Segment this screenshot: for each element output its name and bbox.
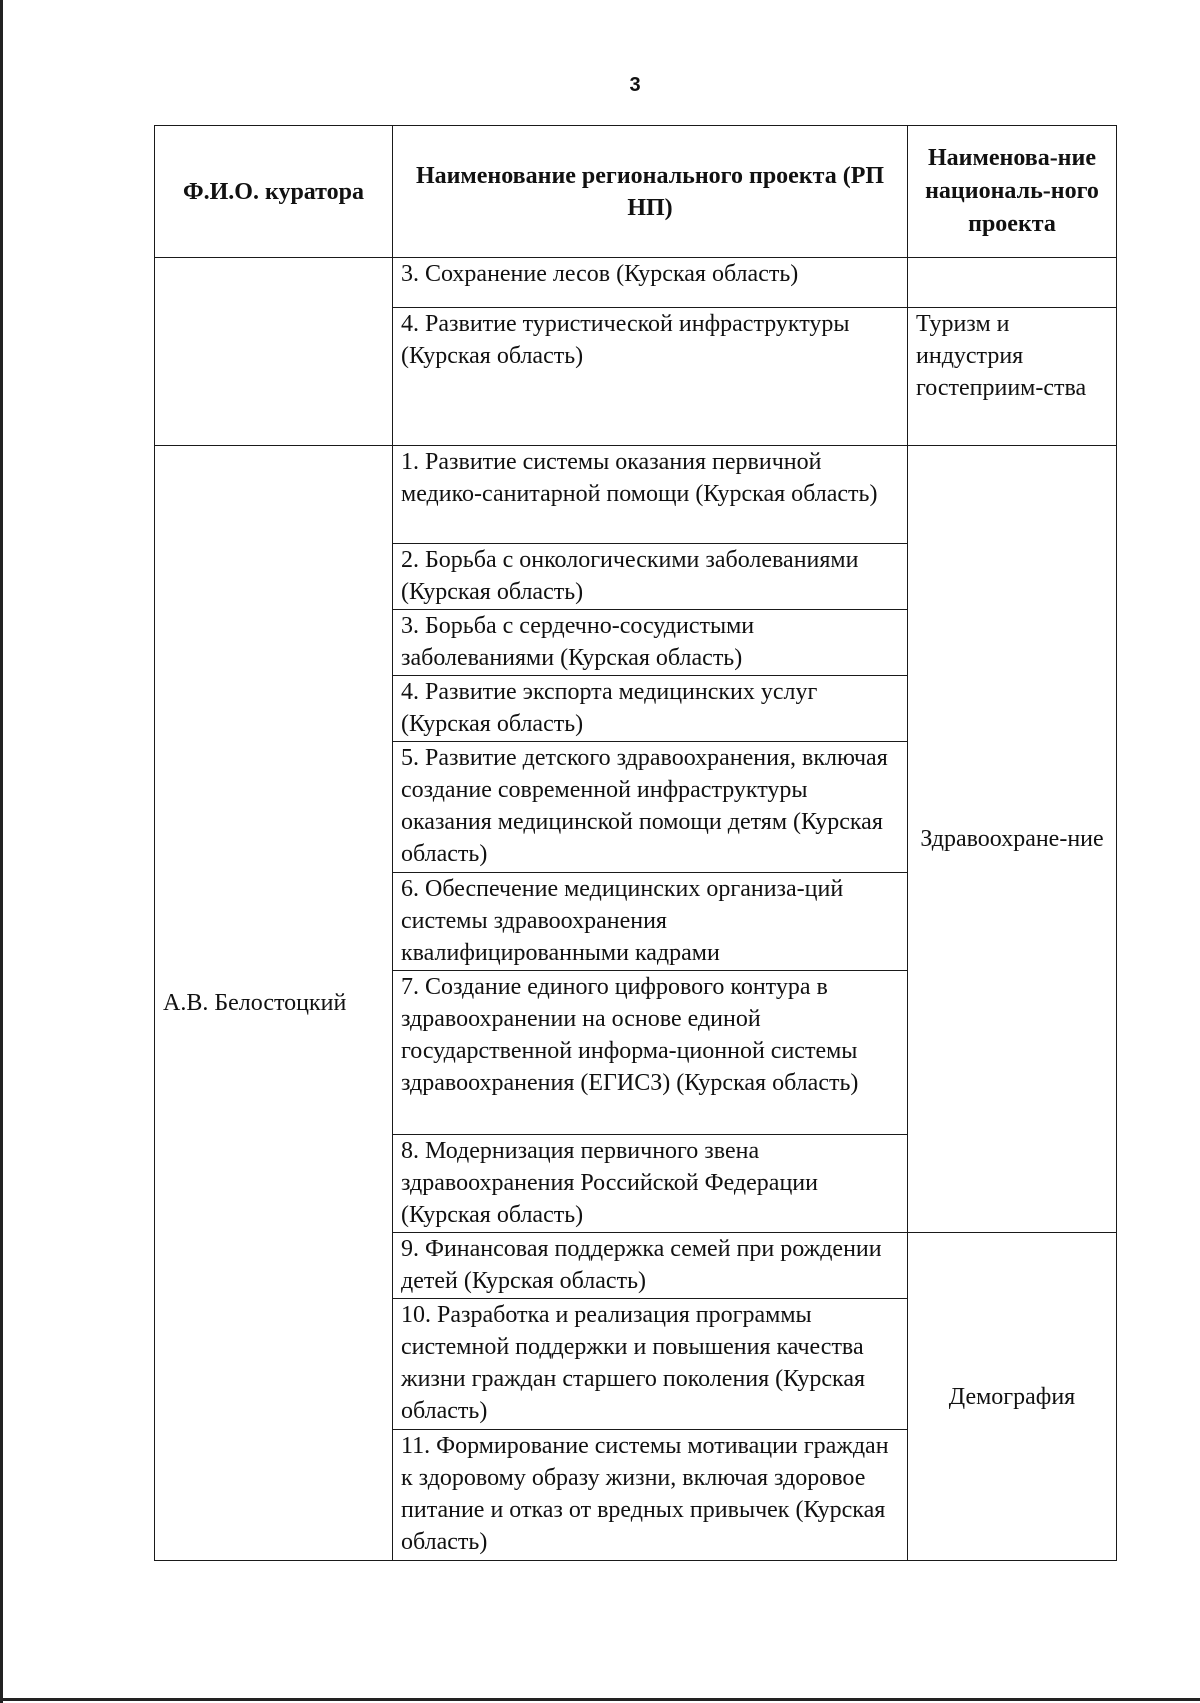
national-cell: Туризм и индустрия гостеприим-ства — [908, 308, 1117, 446]
project-cell: 2. Борьба с онкологическими заболеваниями (Курская область) — [393, 544, 908, 610]
table-row — [155, 258, 1117, 308]
project-cell: 9. Финансовая поддержка семей при рождении детей (Курская область) — [393, 1233, 908, 1299]
curator-cell-empty — [155, 258, 393, 446]
national-cell — [908, 258, 1117, 308]
table-header-row — [155, 126, 1117, 258]
scan-edge-left — [0, 0, 3, 1703]
national-project-health: Здравоохране-ние — [908, 446, 1117, 1233]
project-cell: 11. Формирование системы мотивации граждан к здоровому образу жизни, включая здоровое питание и отказ от вредных привычек (Курская область) — [393, 1430, 908, 1561]
project-cell: 6. Обеспечение медицинских организа-ций системы здравоохранения квалифицированными кадрами — [393, 873, 908, 971]
project-cell: 3. Борьба с сердечно-сосудистыми заболеваниями (Курская область) — [393, 610, 908, 676]
project-cell: 5. Развитие детского здравоохранения, включая создание современной инфраструктуры оказания медицинской помощи детям (Курская область) — [393, 742, 908, 873]
scan-edge-bottom — [0, 1698, 1200, 1701]
header-curator-name: Ф.И.О. куратора — [155, 126, 393, 258]
project-cell: 10. Разработка и реализация программы системной поддержки и повышения качества жизни граждан старшего поколения (Курская область) — [393, 1299, 908, 1430]
table-row — [155, 446, 1117, 544]
header-regional-project: Наименование регионального проекта (РП НП) — [393, 126, 908, 258]
project-cell: 7. Создание единого цифрового контура в здравоохранении на основе единой государственной информа-ционной системы здравоохранения (ЕГИСЗ) (Курская область) — [393, 971, 908, 1135]
project-cell: 3. Сохранение лесов (Курская область) — [393, 258, 908, 308]
project-cell: 1. Развитие системы оказания первичной медико-санитарной помощи (Курская область) — [393, 446, 908, 544]
page-number: 3 — [629, 74, 641, 96]
project-cell: 4. Развитие экспорта медицинских услуг (Курская область) — [393, 676, 908, 742]
curator-name-cell: А.В. Белостоцкий — [155, 446, 393, 1561]
project-cell: 8. Модернизация первичного звена здравоохранения Российской Федерации (Курская область) — [393, 1135, 908, 1233]
national-project-demography: Демография — [908, 1233, 1117, 1561]
curators-table — [154, 125, 1117, 1561]
project-cell: 4. Развитие туристической инфраструктуры (Курская область) — [393, 308, 908, 446]
header-national-project: Наименова-ние националь-ного проекта — [908, 126, 1117, 258]
